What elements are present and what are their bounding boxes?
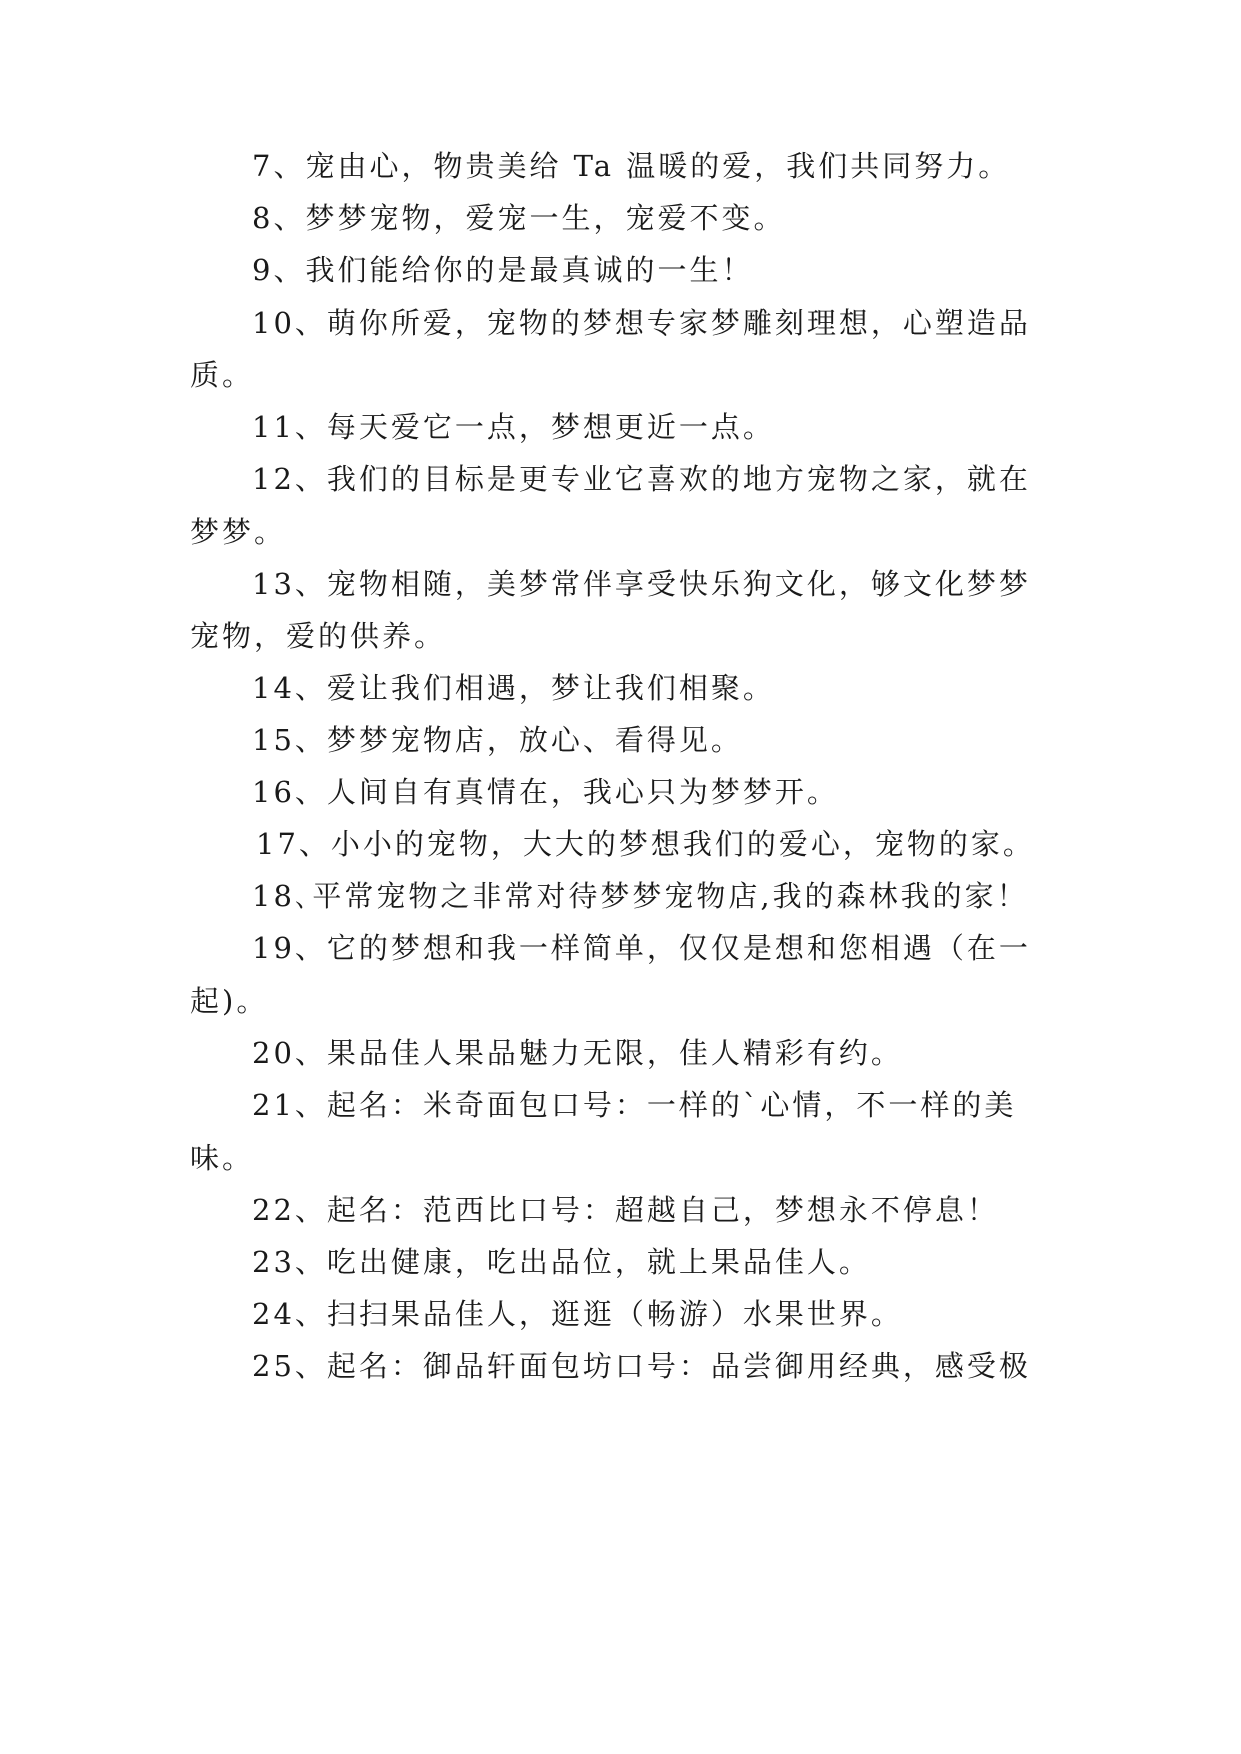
- text-line: 13、宠物相随，美梦常伴享受快乐狗文化，够文化梦梦: [252, 567, 1031, 601]
- text-line: 16、人间自有真情在，我心只为梦梦开。: [252, 775, 839, 809]
- text-line: 12、我们的目标是更专业它喜欢的地方宠物之家，就在: [252, 462, 1031, 496]
- text-line: 质。: [190, 358, 255, 392]
- text-line: 18､平常宠物之非常对待梦梦宠物店,我的森林我的家！: [252, 879, 1029, 913]
- text-line: 20、果品佳人果品魅力无限，佳人精彩有约。: [252, 1036, 903, 1070]
- text-line: 25、起名：御品轩面包坊口号：品尝御用经典，感受极: [252, 1349, 1031, 1383]
- text-line: 21、起名：米奇面包口号：一样的`心情，不一样的美: [252, 1088, 1017, 1122]
- text-line: 10、萌你所爱，宠物的梦想专家梦雕刻理想，心塑造品: [252, 306, 1031, 340]
- text-line: 14、爱让我们相遇，梦让我们相聚。: [252, 671, 775, 705]
- text-line: 8、梦梦宠物，爱宠一生，宠爱不变。: [252, 201, 786, 235]
- text-line: 宠物，爱的供养。: [190, 619, 447, 653]
- text-line: 15、梦梦宠物店，放心、看得见。: [252, 723, 743, 757]
- text-line: 味。: [190, 1141, 255, 1175]
- text-line: 起)。: [190, 984, 269, 1018]
- text-line: 19、它的梦想和我一样简单，仅仅是想和您相遇（在一: [252, 931, 1031, 965]
- text-line: 24、扫扫果品佳人，逛逛（畅游）水果世界。: [252, 1297, 903, 1331]
- text-line: 17、小小的宠物，大大的梦想我们的爱心，宠物的家。: [256, 827, 1035, 861]
- text-line: 7、宠由心，物贵美给 Ta 温暖的爱，我们共同努力。: [252, 149, 1011, 183]
- text-line: 11、每天爱它一点，梦想更近一点。: [252, 410, 775, 444]
- text-line: 9、我们能给你的是最真诚的一生！: [252, 253, 754, 287]
- text-line: 梦梦。: [190, 515, 287, 549]
- text-line: 22、起名：范西比口号：超越自己，梦想永不停息！: [252, 1193, 999, 1227]
- text-line: 23、吃出健康，吃出品位，就上果品佳人。: [252, 1245, 871, 1279]
